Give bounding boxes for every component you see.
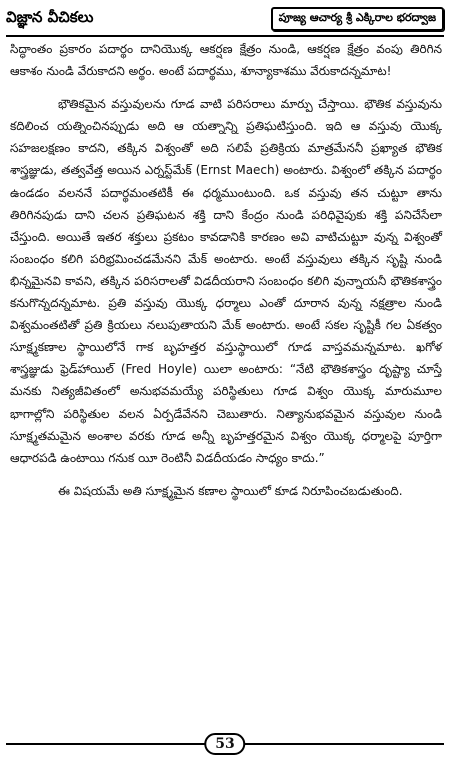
page-body (10, 38, 442, 513)
author-name: పూజ్య ఆచార్య శ్రీ ఎక్కిరాల భరద్వాజ (271, 7, 444, 31)
page-header (6, 4, 444, 34)
paragraph: భౌతికమైన వస్తువులను గూడ వాటి పరిసరాలు మార్పు చేస్తాయి. భౌతిక వస్తువును కదిలించ యత్నించినప్పుడు అది ఆ యత్నాన్ని ప్రతిఘటిస్తుంది. ఇది ఆ వస్తువు యొక్క సహజలక్షణం కాదని, తక్కిన విశ్వంతో అది సలిపే ప్రతిక్రియ మాత్రమేననీ ప్రఖ్యాత భౌతిక శాస్త్రజ్ఞుడు, తత్వవేత్త అయిన ఎర్నస్ట్‌మేక్ (Ernst Maech) అంటారు. విశ్వంలో తక్కిన పదార్థం ఉండడం వలననే పదార్థమంతటికీ ఈ ధర్మముంటుంది. ఒక వస్తువు తన చుట్టూ తాను తిరిగినపుడు దాని చలన ప్రతిఘటన శక్తి దాని కేంద్రం నుండి పరిధివైపుకు శక్తి పనిచేసేలా చేస్తుంది. అయితే ఇతర శక్తులు ప్రకటం కావడానికి కారణం అవి వాటిచుట్టూ వున్న విశ్వంతో సంబంధం కలిగి పరిభ్రమించడమేనని మేక్ అంటారు. అంటే వస్తువులు తక్కిన సృష్టి నుండి భిన్నమైనవి కావని, తక్కిన పరిసరాలతో విడదీయరాని సంబంధం కలిగి వున్నాయనీ భౌతికశాస్త్రం కనుగొన్నదన్నమాట. ప్రతి వస్తువు యొక్క ధర్మాలు ఎంతో దూరాన వున్న నక్షత్రాల నుండి విశ్వమంతటితో ప్రతి క్రియలు నలుపుతాయని మేక్ అంటారు. అంటే సకల సృష్టికీ గల ఏకత్వం సూక్ష్మకణాల స్థాయిలోనే గాక బృహత్తర వస్తుస్థాయిలో గూడ వాస్తవమన్నమాట. ఖగోళ శాస్త్రజ్ఞుడు ఫ్రెడ్‌హాయిల్ (Fred Hoyle) యిలా అంటారు: “నేటి భౌతికశాస్త్రం దృష్ట్యా చూస్తే మనకు నిత్యజీవితంలో అనుభవమయ్యే పరిస్థితులు గూడ విశ్వం యొక్క మారుమూల భాగాల్లోని పరిస్థితుల వలన ఏర్పడేవేనని చెబుతారు. నిత్యానుభవమైన వస్తువుల నుండి సూక్ష్మతమమైన అంశాల వరకు గూడ అన్నీ బృహత్తరమైన విశ్వం యొక్క ధర్మాలపై పూర్తిగా ఆధారపడి ఉంటాయి గనుక యీ రెంటినీ విడదీయడం సాధ్యం కాదు.” (10, 97, 442, 465)
book-title: విజ్ఞాన వీచికలు (6, 8, 94, 26)
page-footer (6, 732, 444, 756)
page-number: 53 (204, 733, 245, 755)
header-rule (6, 35, 444, 37)
paragraph: ఈ విషయమే అతి సూక్ష్మమైన కణాల స్థాయిలో కూడ నిరూపించబడుతుంది. (58, 483, 403, 498)
paragraph: సిద్ధాంతం ప్రకారం పదార్థం దానియొక్క ఆకర్షణ క్షేత్రం నుండి, ఆకర్షణ క్షేత్రం వంపు తిరిగిన ఆకాశం నుండి వేరుకాదని అర్థం. అంటే పదార్థము, శూన్యాకాశము వేరుకాదన్నమాట! (10, 42, 442, 79)
